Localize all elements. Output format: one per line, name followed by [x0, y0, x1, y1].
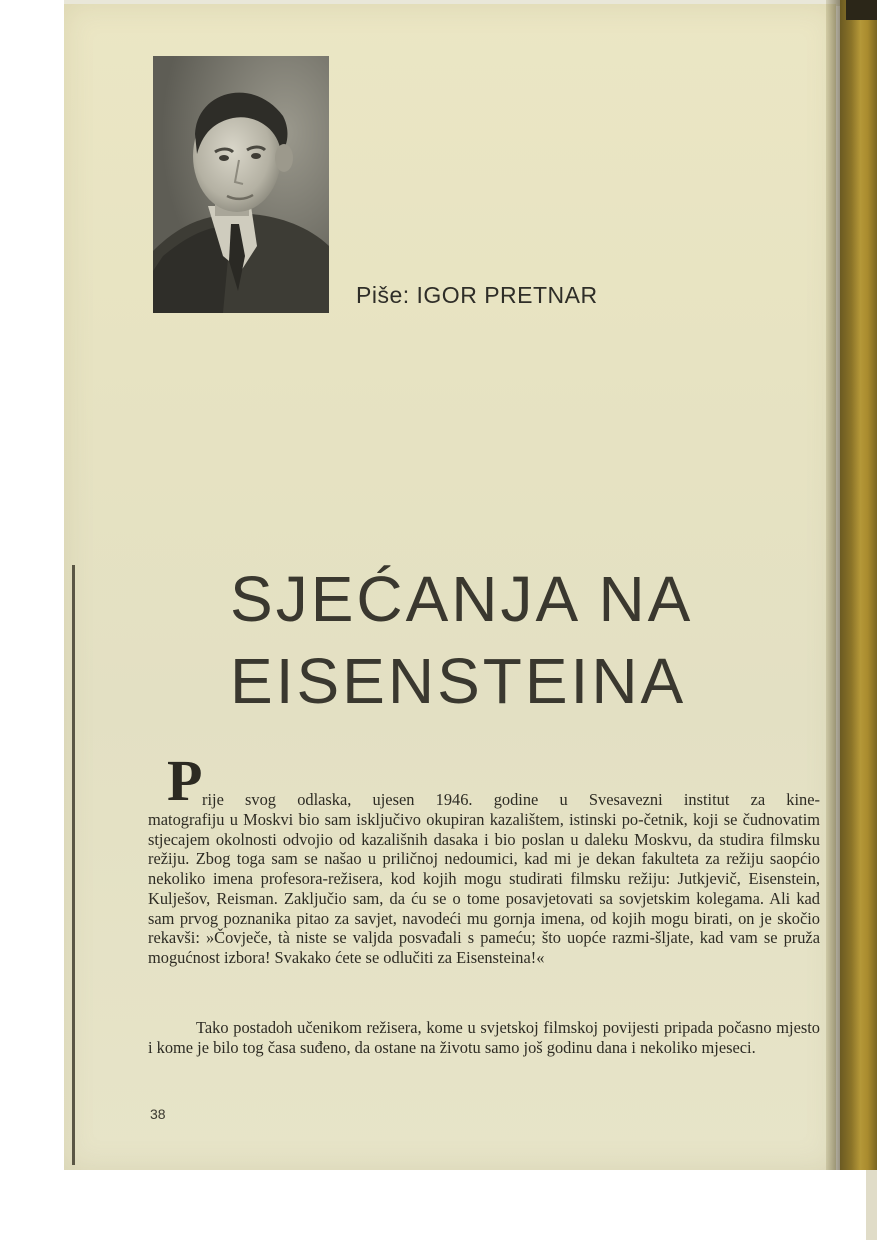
bottom-spine-edge [866, 1170, 877, 1240]
title-line-1: SJEĆANJA NA [230, 563, 694, 635]
author-byline: Piše: IGOR PRETNAR [356, 282, 598, 308]
paragraph-2: Tako postadoh učenikom režisera, kome u svjetskoj filmskoj povijesti pripada počasno mjesto i kome je bilo tog časa suđeno, da ostane na životu samo još godinu dana i nekoliko mjeseci. [148, 1018, 820, 1057]
portrait-illustration [153, 56, 329, 313]
paragraph-1-first-line: rije svog odlaska, ujesen 1946. godine u Svesavezni institut za kine- [202, 790, 820, 809]
left-margin-rule [72, 565, 75, 1165]
scan-margin-bottom [64, 1170, 877, 1240]
title-line-2: EISENSTEINA [230, 645, 687, 717]
article-title [230, 558, 790, 722]
scan-margin-left [0, 0, 64, 1170]
drop-cap: P [167, 748, 203, 813]
paragraph-1-body: matografiju u Moskvi bio sam isključivo okupiran kazalištem, istinski po-četnik, koji se čudnovatim stjecajem okolnosti odvojio od kazališnih dasaka i bio poslan u daleku Moskvu, da studira filmsku režiju. Zbog toga sam se našao u priličnoj nedoumici, kad mi je dekan fakulteta za režiju saopćio nekoliko imena profesora-režisera, kod kojih mogu studirati filmsku režiju: Jutkjevič, Eisenstein, Kulješov, Reisman. Zaključio sam, da ću se o tome posavjetovati sa sovjetskim kolegama. Ali kad sam prvog poznanika pitao za savjet, navodeći mu gornja imena, od kojih mogu birati, on je skočio rekavši: »Čovječe, tà niste se valjda posvađali s pameću; što uopće razmi-šljate, kad vam se pruža mogućnost izbora! Svakako ćete se odlučiti za Eisensteina!« [148, 810, 820, 967]
spine-top-cap [846, 0, 877, 20]
page-edge-shadow [826, 0, 840, 1170]
book-spine [840, 0, 877, 1170]
author-portrait-photo [153, 56, 329, 313]
page-number: 38 [150, 1106, 166, 1122]
bleed-through-text [219, 354, 479, 424]
